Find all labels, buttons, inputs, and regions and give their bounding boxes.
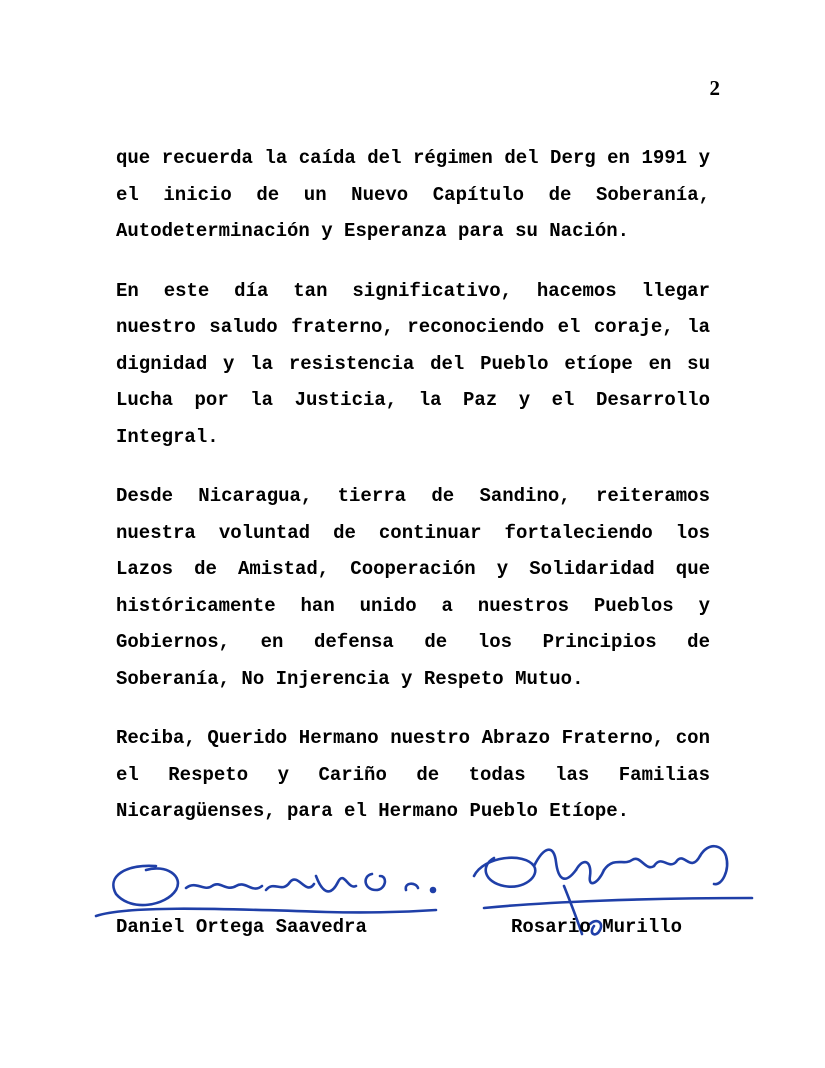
- paragraph: que recuerda la caída del régimen del Derg en 1991 y el inicio de un Nuevo Capítulo de Soberanía, Autodeterminación y Esperanza para su Nación.: [116, 147, 710, 242]
- paragraph: Reciba, Querido Hermano nuestro Abrazo Fraterno, con el Respeto y Cariño de todas las Familias Nicaragüenses, para el Hermano Pueblo Etíope.: [116, 727, 710, 822]
- signatory-name-ortega: Daniel Ortega Saavedra: [116, 916, 367, 938]
- signatory-name-murillo: Rosario Murillo: [511, 916, 683, 938]
- paragraph: En este día tan significativo, hacemos llegar nuestro saludo fraterno, reconociendo el coraje, la dignidad y la resistencia del Pueblo etíope en su Lucha por la Justicia, la Paz y el Desarrollo Integral.: [116, 279, 710, 448]
- paragraph: Desde Nicaragua, tierra de Sandino, reiteramos nuestra voluntad de continuar fortaleciendo los Lazos de Amistad, Cooperación y Solidaridad que históricamente han unido a nuestros Pueblos y Gobiernos, en defensa de los Principios de Soberanía, No Injerencia y Respeto Mutuo.: [116, 485, 710, 690]
- signature-ortega: [86, 846, 446, 926]
- letter-body: [116, 140, 710, 853]
- page-number: 2: [709, 76, 720, 100]
